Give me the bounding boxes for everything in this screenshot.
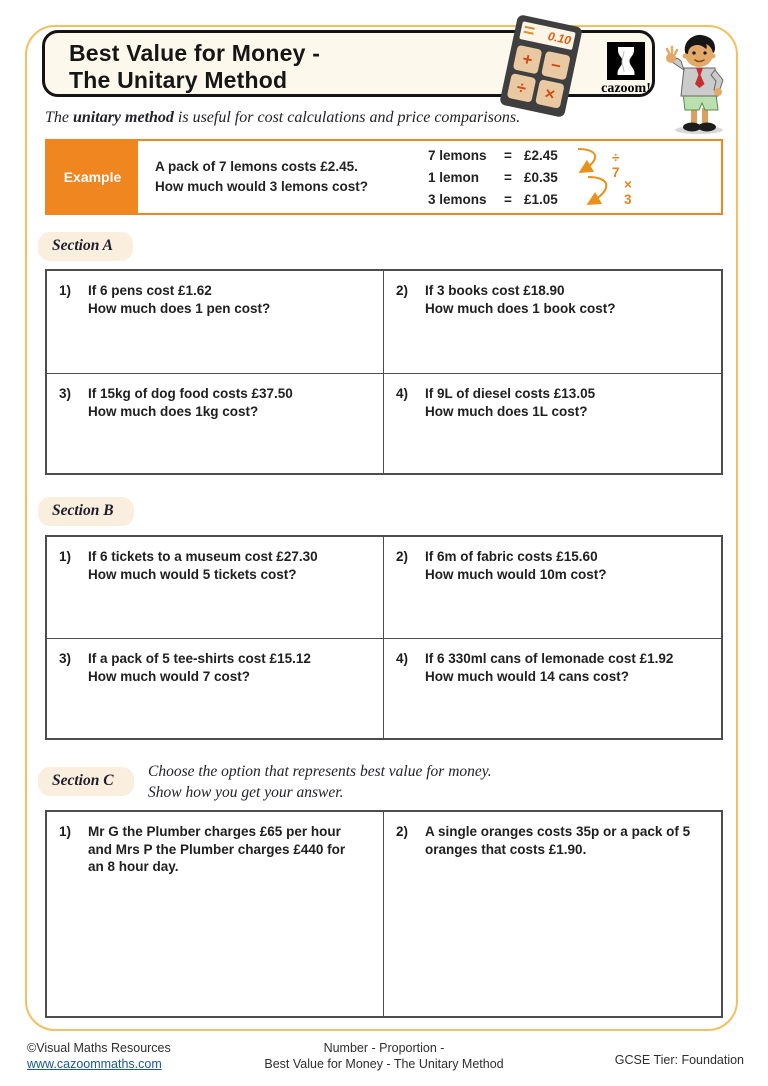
page-title-line2: The Unitary Method bbox=[69, 67, 288, 94]
working-equals: = bbox=[504, 148, 512, 163]
question-number: 3) bbox=[59, 651, 72, 666]
working-row-1 bbox=[428, 145, 572, 167]
copyright-text: ©Visual Maths Resources bbox=[27, 1041, 171, 1055]
question-line2: How much would 7 cost? bbox=[88, 668, 251, 684]
times-3-label: × 3 bbox=[624, 177, 632, 207]
question-line1: If 15kg of dog food costs £37.50 bbox=[88, 386, 293, 401]
question-text bbox=[425, 650, 679, 727]
calculator-display bbox=[519, 21, 576, 50]
question-number: 4) bbox=[396, 386, 409, 401]
section-c-question-grid bbox=[45, 810, 723, 1018]
section-c-label: Section C bbox=[38, 767, 134, 796]
working-item: 1 lemon bbox=[428, 170, 480, 185]
cazoom-logo bbox=[598, 42, 654, 97]
question-number: 1) bbox=[59, 824, 72, 839]
working-value: £0.35 bbox=[524, 170, 558, 185]
multiply-key-icon: × bbox=[535, 79, 565, 109]
page-title-line1: Best Value for Money - bbox=[69, 40, 321, 66]
working-item: 3 lemons bbox=[428, 192, 487, 207]
subtitle-pre: The bbox=[45, 109, 73, 126]
question-cell-b3 bbox=[47, 639, 384, 738]
question-line2: How much would 14 cans cost? bbox=[425, 668, 630, 684]
cazoom-goblet-icon bbox=[607, 42, 645, 80]
section-b-question-grid bbox=[45, 535, 723, 740]
question-cell-a1 bbox=[47, 271, 384, 374]
question-line1: If 6 330ml cans of lemonade cost £1.92 bbox=[425, 651, 674, 666]
question-text bbox=[88, 385, 299, 462]
calculator-keys bbox=[507, 45, 571, 109]
question-line1: If 9L of diesel costs £13.05 bbox=[425, 386, 596, 401]
example-label: Example bbox=[47, 141, 138, 213]
question-number: 1) bbox=[59, 549, 72, 564]
question-line1: If a pack of 5 tee-shirts cost £15.12 bbox=[88, 651, 311, 666]
working-row-2 bbox=[428, 167, 572, 189]
question-text bbox=[88, 282, 276, 362]
question-line1: If 6 pens cost £1.62 bbox=[88, 283, 212, 298]
working-row-3 bbox=[428, 189, 572, 211]
question-cell-b1 bbox=[47, 537, 384, 639]
question-line2: How much would 10m cost? bbox=[425, 566, 607, 582]
question-line2: How much does 1 pen cost? bbox=[88, 300, 271, 316]
example-question-line2: How much would 3 lemons cost? bbox=[155, 179, 369, 194]
working-value: £2.45 bbox=[524, 148, 558, 163]
worksheet-subtitle bbox=[45, 109, 520, 127]
topic-line1: Number - Proportion - bbox=[323, 1041, 445, 1055]
working-equals: = bbox=[504, 170, 512, 185]
calculator-display-lines bbox=[523, 26, 535, 38]
question-number: 1) bbox=[59, 283, 72, 298]
subtitle-bold-term: unitary method bbox=[73, 109, 174, 126]
question-cell-c1 bbox=[47, 812, 384, 1016]
subtitle-post: is useful for cost calculations and price comparisons. bbox=[173, 109, 521, 126]
cazoommaths-link[interactable]: www.cazoommaths.com bbox=[27, 1057, 162, 1072]
question-text: A single oranges costs 35p or a pack of 5 oranges that costs £1.90. bbox=[425, 824, 691, 857]
question-number: 4) bbox=[396, 651, 409, 666]
question-line2: How much does 1kg cost? bbox=[88, 403, 259, 419]
question-text bbox=[88, 548, 324, 627]
footer-tier: GCSE Tier: Foundation bbox=[614, 1053, 744, 1067]
question-cell-a3 bbox=[47, 374, 384, 473]
section-b-label: Section B bbox=[38, 497, 134, 526]
question-cell-a2 bbox=[384, 271, 721, 374]
divide-by-7-label: ÷ 7 bbox=[612, 150, 620, 180]
section-a-label: Section A bbox=[38, 232, 133, 261]
section-c-instruction-line2: Show how you get your answer. bbox=[148, 783, 344, 801]
question-line1: If 6m of fabric costs £15.60 bbox=[425, 549, 598, 564]
question-number: 2) bbox=[396, 283, 409, 298]
question-text bbox=[88, 650, 317, 727]
section-c-instructions bbox=[148, 762, 492, 804]
working-value: £1.05 bbox=[524, 192, 558, 207]
example-question-line1: A pack of 7 lemons costs £2.45. bbox=[155, 159, 358, 175]
working-equals: = bbox=[504, 192, 512, 207]
working-item: 7 lemons bbox=[428, 148, 487, 163]
question-line1: If 3 books cost £18.90 bbox=[425, 283, 565, 298]
question-line2: How much does 1L cost? bbox=[425, 403, 588, 419]
example-question bbox=[138, 141, 428, 213]
calculator-display-value: 0.10 bbox=[546, 28, 573, 48]
plus-key-icon: + bbox=[513, 45, 543, 75]
question-cell-b2 bbox=[384, 537, 721, 639]
question-text bbox=[425, 548, 613, 627]
topic-line2: Best Value for Money - The Unitary Method bbox=[264, 1057, 504, 1072]
question-text bbox=[425, 385, 601, 462]
question-text bbox=[425, 282, 622, 362]
question-text: Mr G the Plumber charges £65 per hour and Mrs P the Plumber charges £440 for an 8 hour day. bbox=[88, 824, 346, 875]
section-c-instruction-line1: Choose the option that represents best value for money. bbox=[148, 763, 492, 780]
question-number: 2) bbox=[396, 824, 409, 839]
example-box bbox=[45, 139, 723, 215]
page-title bbox=[69, 40, 320, 94]
minus-key-icon: − bbox=[541, 51, 571, 81]
cazoom-logo-text: cazoom! bbox=[601, 81, 651, 96]
question-line2: How much does 1 book cost? bbox=[425, 300, 616, 316]
question-line2: How much would 5 tickets cost? bbox=[88, 566, 297, 582]
example-working bbox=[428, 141, 632, 213]
question-cell-b4 bbox=[384, 639, 721, 738]
divide-key-icon: ÷ bbox=[507, 73, 537, 103]
question-number: 2) bbox=[396, 549, 409, 564]
question-cell-c2 bbox=[384, 812, 721, 1016]
question-line1: If 6 tickets to a museum cost £27.30 bbox=[88, 549, 318, 564]
question-number: 3) bbox=[59, 386, 72, 401]
mascot-boy-illustration bbox=[650, 26, 748, 136]
question-cell-a4 bbox=[384, 374, 721, 473]
section-a-question-grid bbox=[45, 269, 723, 475]
